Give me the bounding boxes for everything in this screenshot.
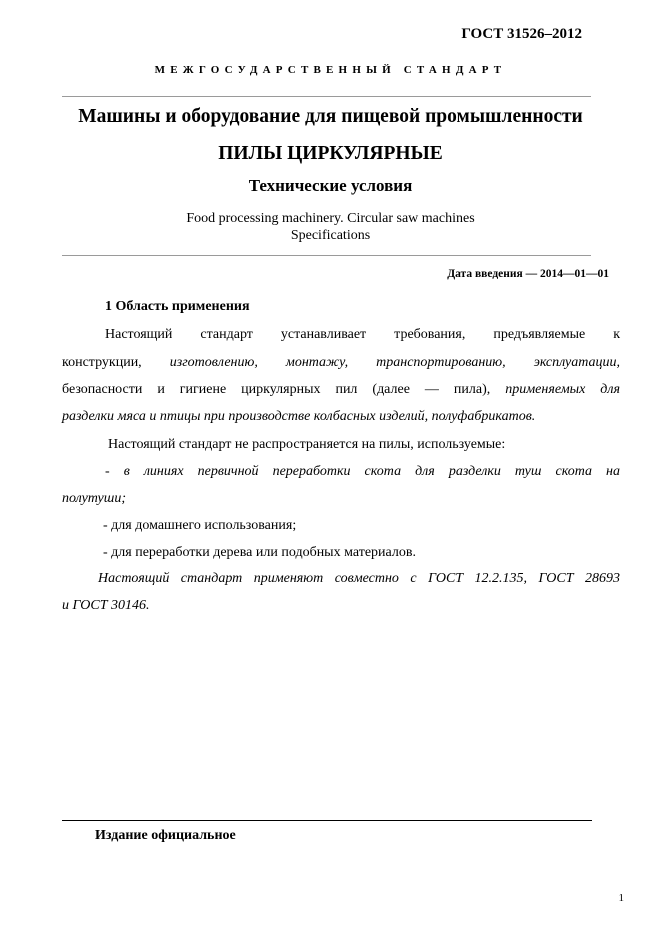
header-divider [62,96,591,97]
document-title: Машины и оборудование для пищевой промышленности [78,106,583,127]
document-subtitle: ПИЛЫ ЦИРКУЛЯРНЫЕ [218,143,443,164]
footer-divider [62,820,592,821]
list-item: - в линиях первичной переработки скота для разделки туш скота на [105,464,620,479]
page-number: 1 [618,892,624,904]
document-type: Технические условия [248,176,413,195]
standard-id: ГОСТ 31526–2012 [461,26,582,42]
english-title: Food processing machinery. Circular saw machines [186,211,475,226]
list-item: полутуши; [62,491,126,506]
paragraph-line: Настоящий стандарт устанавливает требования, предъявляемые к [105,327,620,342]
section-heading: 1 Область применения [105,299,250,314]
standard-type: МЕЖГОСУДАРСТВЕННЫЙ СТАНДАРТ [154,64,507,76]
paragraph-line: конструкции, изготовлению, монтажу, транспортированию, эксплуатации, [62,355,621,370]
introduction-date: Дата введения — 2014—01—01 [447,268,609,280]
list-item: - для домашнего использования; [103,518,297,533]
paragraph-line: безопасности и гигиене циркулярных пил (далее — пила), применяемых для [62,382,621,397]
title-divider [62,255,591,256]
english-subtitle: Specifications [290,228,371,243]
paragraph-line: разделки мяса и птицы при производстве колбасных изделий, полуфабрикатов. [62,409,536,424]
exclusion-intro: Настоящий стандарт не распространяется на пилы, используемые: [108,437,506,452]
list-item: - для переработки дерева или подобных материалов. [103,545,416,560]
edition-label: Издание официальное [95,828,236,843]
paragraph-line: и ГОСТ 30146. [62,598,150,613]
paragraph-line: Настоящий стандарт применяют совместно с ГОСТ 12.2.135, ГОСТ 28693 [98,571,620,586]
